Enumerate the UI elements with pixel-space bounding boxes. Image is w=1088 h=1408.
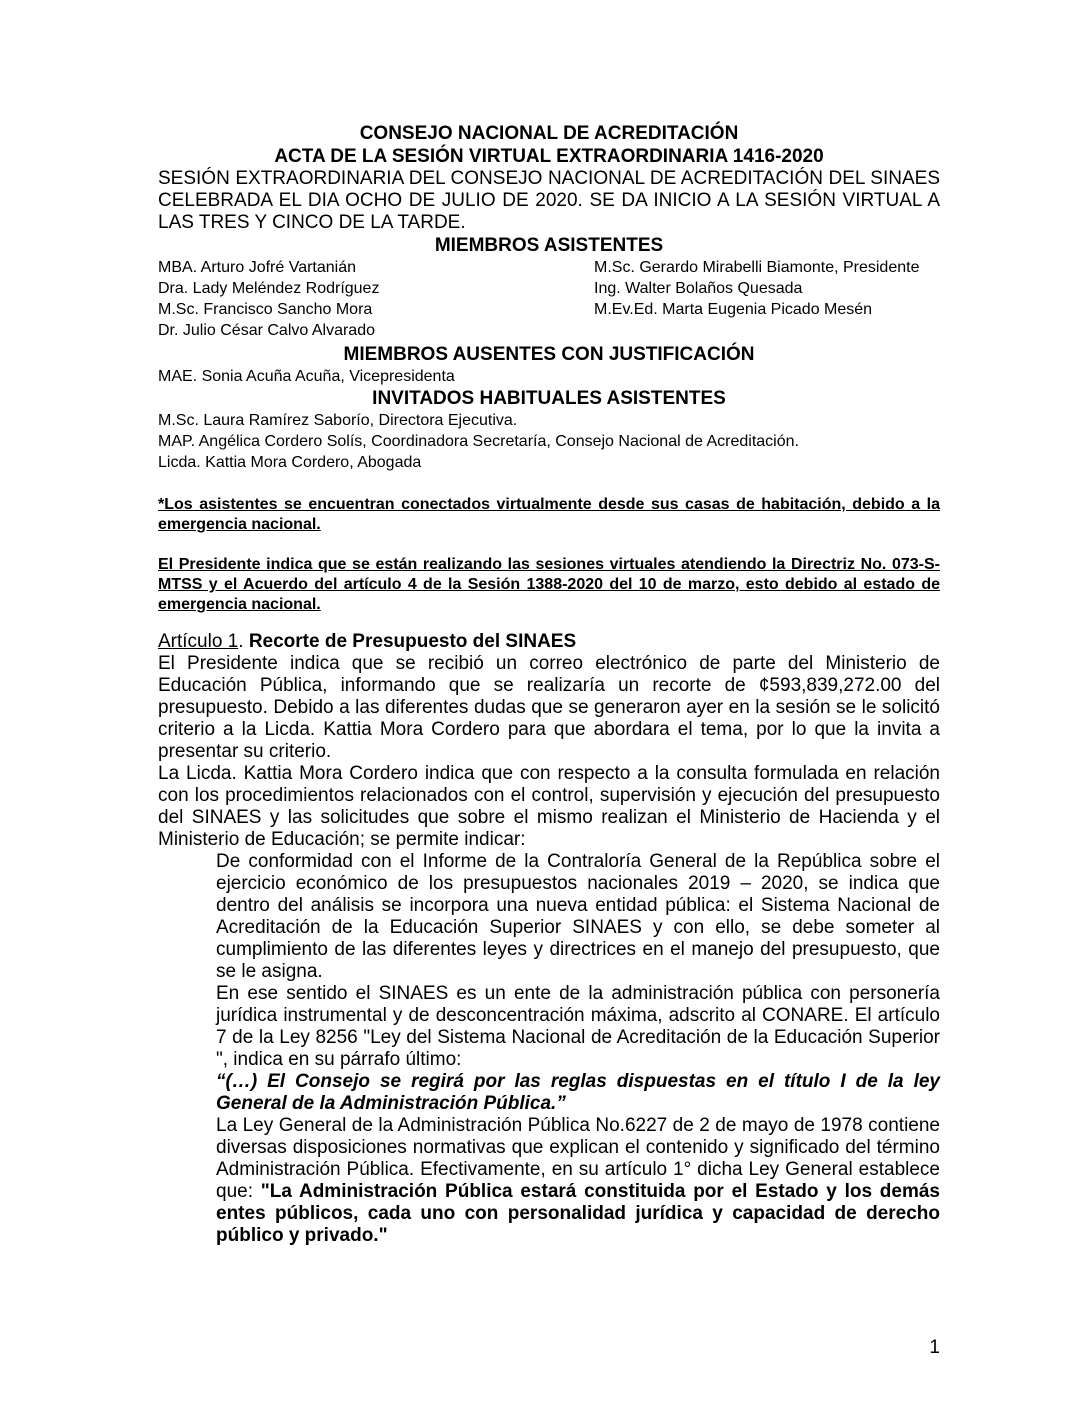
- article-paragraph-2: La Licda. Kattia Mora Cordero indica que con respecto a la consulta formulada en relación con los procedimientos relacionados con el control, supervisión y ejecución del presupuesto del SINAES y las solicitudes que sobre el mismo realizan el Ministerio de Hacienda y el Ministerio de Educación; se permite indicar:: [158, 763, 940, 850]
- page-content: [158, 122, 940, 1247]
- ausentes-heading: MIEMBROS AUSENTES CON JUSTIFICACIÓN: [343, 344, 755, 365]
- asistente-left-2: M.Sc. Francisco Sancho Mora: [158, 301, 373, 318]
- doc-title-line2: ACTA DE LA SESIÓN VIRTUAL EXTRAORDINARIA 1416-2020: [274, 146, 824, 167]
- asistente-left-3: Dr. Julio César Calvo Alvarado: [158, 322, 375, 339]
- note-virtual-attendance: [158, 495, 940, 535]
- invitado-item-0: M.Sc. Laura Ramírez Saborío, Directora Ejecutiva.: [158, 412, 518, 429]
- invitados-heading: INVITADOS HABITUALES ASISTENTES: [372, 388, 726, 409]
- article-label: Artículo 1: [158, 631, 239, 652]
- doc-title-line1: CONSEJO NACIONAL DE ACREDITACIÓN: [359, 123, 739, 144]
- asistente-right-3-empty: [594, 320, 940, 341]
- invitado-item-1: MAP. Angélica Cordero Solís, Coordinadora Secretaría, Consejo Nacional de Acreditación.: [158, 433, 799, 450]
- asistentes-heading: MIEMBROS ASISTENTES: [434, 235, 664, 256]
- note-virtual-sessions: [158, 555, 940, 615]
- invitado-item-2: Licda. Kattia Mora Cordero, Abogada: [158, 454, 422, 471]
- asistentes-list: [158, 257, 940, 341]
- note-virtual-sessions-text: El Presidente indica que se están realizando las sesiones virtuales atendiendo la Directriz No. 073-S-MTSS y el Acuerdo del artículo 4 de la Sesión 1388-2020 del 10 de marzo, esto debido al estado de emergencia nacional: [158, 556, 940, 613]
- article-paragraph-3: De conformidad con el Informe de la Contraloría General de la República sobre el ejercicio económico de los presupuestos nacionales 2019 – 2020, se indica que dentro del análisis se incorpora una nueva entidad pública: el Sistema Nacional de Acreditación de la Educación Superior SINAES y con ello, se debe someter al cumplimiento de las diferentes leyes y directrices en el manejo del presupuesto, que se le asigna.: [216, 851, 940, 982]
- article-label-sep: .: [238, 631, 249, 652]
- article-paragraph-5-quote: "La Administración Pública estará constituida por el Estado y los demás entes públicos, cada uno con personalidad jurídica y capacidad de derecho público y privado.": [216, 1181, 941, 1246]
- article-quote-1: “(…) El Consejo se regirá por las reglas dispuestas en el título I de la ley General de la Administración Pública.”: [216, 1071, 940, 1114]
- ausente-item-0: MAE. Sonia Acuña Acuña, Vicepresidenta: [158, 368, 455, 385]
- asistente-right-2: M.Ev.Ed. Marta Eugenia Picado Mesén: [594, 301, 873, 318]
- asistente-left-1: Dra. Lady Meléndez Rodríguez: [158, 280, 380, 297]
- note-virtual-attendance-text: *Los asistentes se encuentran conectados virtualmente desde sus casas de habitación, debido a la emergencia nacional: [158, 496, 940, 533]
- page-number: 1: [929, 1337, 940, 1358]
- article-paragraph-5-text: La Ley General de la Administración Pública No.6227 de 2 de mayo de 1978 contiene diversas disposiciones normativas que explican el contenido y significado del término Administración Pública. Efectivamente, en su artículo 1° dicha Ley General establece que:: [216, 1115, 940, 1202]
- asistente-right-1: Ing. Walter Bolaños Quesada: [594, 280, 803, 297]
- article-paragraph-5: [216, 1115, 940, 1247]
- asistente-right-0: M.Sc. Gerardo Mirabelli Biamonte, Presidente: [594, 259, 920, 276]
- asistente-left-0: MBA. Arturo Jofré Vartanián: [158, 259, 357, 276]
- article-paragraph-1: El Presidente indica que se recibió un correo electrónico de parte del Ministerio de Educación Pública, informando que se realizaría un recorte de ¢593,839,272.00 del presupuesto. Debido a las diferentes dudas que se generaron ayer en la sesión se le solicitó criterio a la Licda. Kattia Mora Cordero para que abordara el tema, por lo que la invita a presentar su criterio.: [158, 653, 940, 762]
- note-virtual-attendance-end: .: [316, 516, 321, 533]
- article-heading: [158, 631, 940, 653]
- note-virtual-sessions-end: .: [316, 596, 321, 613]
- session-intro: SESIÓN EXTRAORDINARIA DEL CONSEJO NACIONAL DE ACREDITACIÓN DEL SINAES CELEBRADA EL DIA OCHO DE JULIO DE 2020. SE DA INICIO A LA SESIÓN VIRTUAL A LAS TRES Y CINCO DE LA TARDE.: [158, 168, 940, 233]
- article-paragraph-4: En ese sentido el SINAES es un ente de la administración pública con personería jurídica instrumental y de desconcentración máxima, adscrito al CONARE. El artículo 7 de la Ley 8256 "Ley del Sistema Nacional de Acreditación de la Educación Superior ", indica en su párrafo último:: [216, 983, 940, 1070]
- article-title: Recorte de Presupuesto del SINAES: [248, 631, 577, 652]
